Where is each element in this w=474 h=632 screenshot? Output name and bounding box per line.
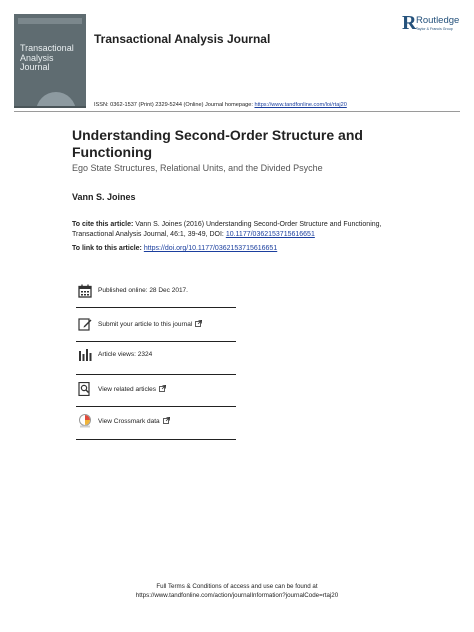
article-doi-url[interactable]: https://doi.org/10.1177/0362153715616651	[143, 245, 278, 252]
issn-text: ISSN: 0362-1537 (Print) 2329-5244 (Online) Journal homepage:	[94, 102, 253, 108]
footer-terms-url[interactable]: https://www.tandfonline.com/action/journalInformation?journalCode=rtaj20	[135, 592, 339, 599]
row-divider	[76, 307, 236, 308]
journal-title: Transactional Analysis Journal	[94, 32, 271, 46]
edit-icon	[78, 317, 92, 331]
article-author: Vann S. Joines	[72, 192, 136, 202]
cover-title: Transactional Analysis Journal	[20, 43, 74, 72]
journal-homepage-link[interactable]: https://www.tandfonline.com/loi/rtaj20	[254, 102, 347, 108]
article-subtitle: Ego State Structures, Relational Units, and the Divided Psyche	[72, 163, 323, 173]
citation-label: To cite this article:	[72, 221, 134, 228]
routledge-mark-icon: R	[402, 12, 417, 34]
row-divider	[76, 341, 236, 342]
footer	[0, 582, 474, 600]
link-label: To link to this article:	[72, 245, 142, 252]
search-doc-icon	[78, 382, 92, 396]
external-link-icon	[195, 320, 202, 329]
publisher-tagline: Taylor & Francis Group	[416, 27, 453, 31]
crossmark-label: View Crossmark data	[98, 418, 160, 425]
journal-cover	[14, 14, 86, 108]
calendar-icon	[78, 284, 92, 298]
crossmark-icon	[78, 414, 92, 428]
citation-block	[72, 220, 402, 240]
doi-link[interactable]: 10.1177/0362153715616651	[225, 231, 315, 238]
publisher-logo[interactable]	[402, 13, 462, 35]
bar-chart-icon	[78, 348, 92, 362]
link-to-article	[72, 245, 277, 252]
related-articles-row[interactable]	[76, 382, 236, 402]
article-views-row	[76, 348, 236, 368]
cover-strip	[14, 106, 86, 108]
header-divider	[14, 111, 460, 112]
footer-terms: Full Terms & Conditions of access and use can be found at	[156, 583, 318, 590]
publisher-name: Routledge	[416, 15, 460, 26]
crossmark-row[interactable]	[76, 414, 236, 434]
citation-text: Vann S. Joines (2016) Understanding Second-Order Structure and Functioning, Transactional Analysis Journal, 46:1, 39-49, DOI:	[72, 221, 382, 238]
external-link-icon	[163, 417, 170, 426]
cover-band	[18, 18, 82, 24]
submit-article-label: Submit your article to this journal	[98, 321, 193, 328]
row-divider	[76, 439, 236, 440]
article-title: Understanding Second-Order Structure and Functioning	[72, 127, 363, 160]
row-divider	[76, 374, 236, 375]
row-divider	[76, 406, 236, 407]
published-online-row	[76, 284, 236, 304]
article-views-label: Article views: 2324	[98, 351, 153, 358]
related-articles-label: View related articles	[98, 386, 157, 393]
issn-line	[94, 102, 347, 108]
external-link-icon	[159, 385, 166, 394]
published-online-label: Published online: 28 Dec 2017.	[98, 287, 188, 294]
submit-article-row[interactable]	[76, 317, 236, 337]
